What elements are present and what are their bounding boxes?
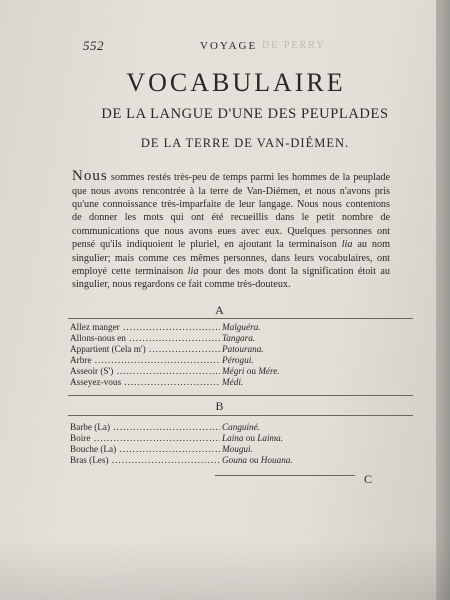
section-divider [215,475,355,476]
native-term: Patourana. [222,344,264,354]
native-term-alt: Houana. [260,455,293,465]
native-term: Mougui. [222,444,253,454]
page-title: VOCABULAIRE [126,68,346,97]
intro-text-3: pour des mots dont la signification étoit au singulier, nous regardons ce fait comme très-douteux. [72,266,390,291]
page-number: 552 [83,38,104,53]
native-term: Tangara. [222,333,256,343]
section-divider [68,395,413,396]
native-term: Pérogui. [222,355,254,365]
intro-term-lia: lia [187,266,199,278]
section-divider [68,415,413,416]
native-term-group [220,433,283,444]
french-term: Allons-nous en ..... [70,333,220,344]
subtitle-line-2: DE LA TERRE DE VAN-DIÉMEN. [140,136,350,150]
native-term-alt: Mére. [258,366,280,376]
native-term-group [220,366,280,377]
bleed-through-text: DE PERRY [262,40,326,51]
intro-term-lia: lia [341,239,353,251]
native-term: Malguéra. [222,322,261,332]
vocabulary-entry [70,366,380,377]
vocabulary-entry [70,377,380,388]
vocabulary-list-b [70,422,380,466]
french-term: Allez manger ..... [70,322,220,333]
vocabulary-entry [70,422,380,433]
french-term: Bras (Les) ..... [70,455,220,466]
vocabulary-entry [70,333,380,344]
section-letter-b: B [215,399,225,413]
page-shadow [0,540,450,600]
intro-text-2: au nom singulier; mais comme ces mêmes personnes, dans leurs vocabulaires, ont employé cette terminaison [72,239,390,278]
running-head: VOYAGE [200,40,258,52]
connector-word: ou [246,366,256,376]
intro-paragraph [72,170,390,292]
vocabulary-entry [70,433,380,444]
vocabulary-entry [70,355,380,366]
french-term: Asseyez-vous ..... [70,377,220,388]
intro-dropcap: Nous [72,168,108,185]
french-term: Asseoir (S') ..... [70,366,220,377]
native-term: Laina [222,433,244,443]
vocabulary-list-a [70,322,380,388]
french-term: Arbre ..... [70,355,220,366]
vocabulary-entry [70,344,380,355]
section-divider [68,318,413,319]
section-letter-a: A [215,303,225,317]
next-section-letter: C [364,472,374,486]
subtitle-line-1: DE LA LANGUE D'UNE DES PEUPLADES [101,106,389,122]
native-term: Gouna [222,455,248,465]
native-term: Mégri [222,366,245,376]
french-term: Appartient (Cela m') ..... [70,344,220,355]
vocabulary-entry [70,455,380,466]
intro-text-1: sommes restés très-peu de temps parmi les hommes de la peuplade que nous avons rencontrée à la terre de Van-Diémen, et nous n'avons pris qu'une connoissance très-imparfaite de leur langage. Nous nous contentons de donner les mots qui ont été recueillis dans le petit nombre de communications que nous avons eues avec eux. Quelques personnes ont pensé qu'ils indiquoient le pluriel, en ajoutant la terminaison [72,172,390,251]
vocabulary-entry [70,322,380,333]
french-term: Barbe (La) ..... [70,422,220,433]
vocabulary-entry [70,444,380,455]
french-term: Boire ..... [70,433,220,444]
french-term: Bouche (La) ..... [70,444,220,455]
native-term: Canguiné. [222,422,261,432]
connector-word: ou [245,433,255,443]
native-term-group [220,455,293,466]
native-term: Médi. [222,377,244,387]
connector-word: ou [249,455,259,465]
native-term-alt: Laima. [257,433,284,443]
